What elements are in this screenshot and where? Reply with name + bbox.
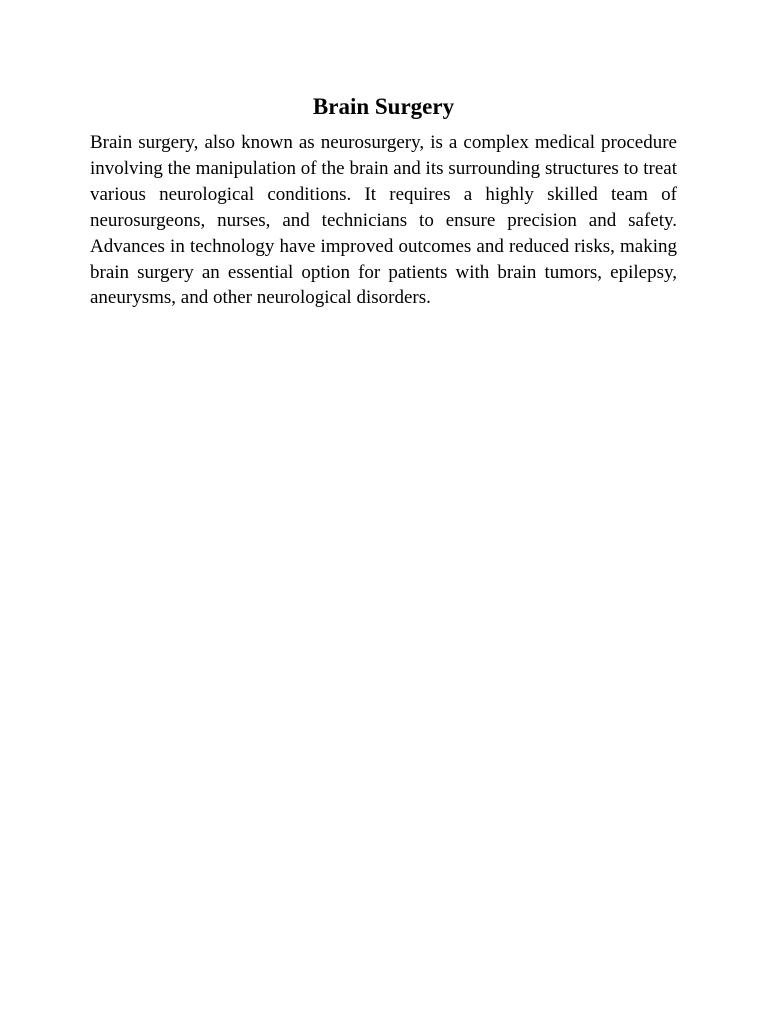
document-content <box>90 92 677 311</box>
document-title: Brain Surgery <box>312 94 455 119</box>
document-body-paragraph: Brain surgery, also known as neurosurgery, is a complex medical procedure involving the manipulation of the brain and its surrounding structures to treat various neurological conditions. It requires a highly skilled team of neurosurgeons, nurses, and technicians to ensure precision and safety. Advances in technology have improved outcomes and reduced risks, making brain surgery an essential option for patients with brain tumors, epilepsy, aneurysms, and other neurological disorders. <box>90 132 677 309</box>
